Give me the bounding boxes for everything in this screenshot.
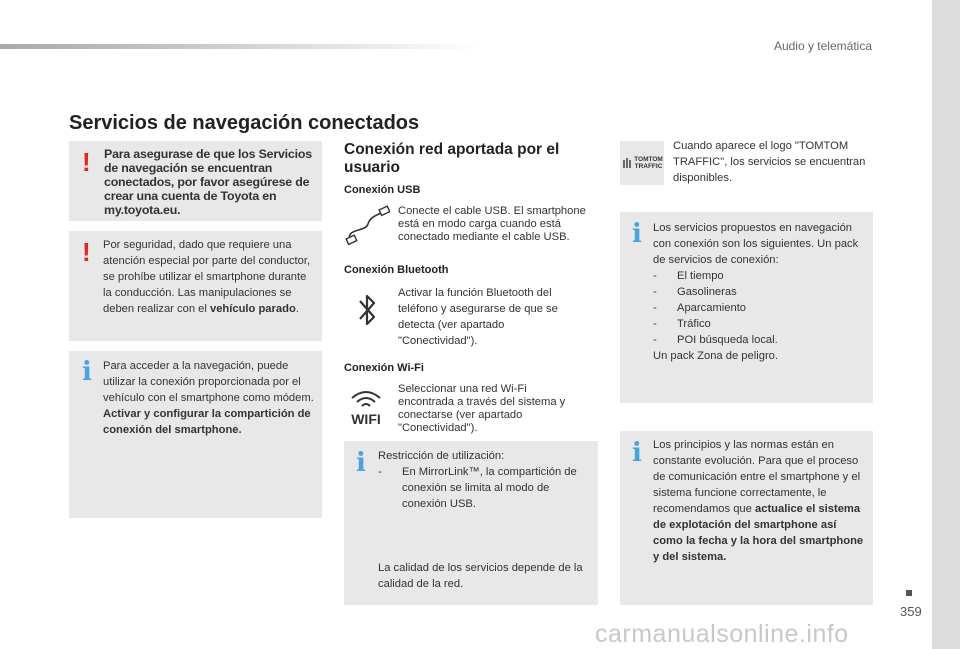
info-box-restriction xyxy=(344,441,598,605)
tomtom-logo xyxy=(620,141,664,185)
services-text xyxy=(653,220,865,364)
quality-text: La calidad de los servicios depende de la calidad de la red. xyxy=(378,562,583,590)
restriction-text xyxy=(378,448,590,512)
warning-safety-bold: vehículo parado xyxy=(209,303,296,315)
page-edge-strip xyxy=(932,0,960,649)
info-modem-text xyxy=(103,358,317,438)
info-icon: i xyxy=(356,448,366,478)
warning-icon: ! xyxy=(82,237,91,267)
bluetooth-heading: Conexión Bluetooth xyxy=(344,264,449,276)
tomtom-hand-icon xyxy=(622,156,632,170)
page-number: 359 xyxy=(900,604,922,619)
warning-safety-end: . xyxy=(295,303,299,315)
wifi-heading: Conexión Wi-Fi xyxy=(344,362,424,374)
services-item: - El tiempo xyxy=(653,268,865,284)
usb-text: Conecte el cable USB. El smartphone está en modo carga cuando está conectado mediante el cable USB. xyxy=(398,205,586,243)
restriction-list xyxy=(378,464,590,512)
principles-bold: actualice el sistema de explotación del smartphone así como la fecha y la hora del smartphone y del sistema. xyxy=(653,503,864,563)
warning-safety-text xyxy=(103,237,315,317)
services-item: - POI búsqueda local. xyxy=(653,332,865,348)
wifi-icon-label: WIFI xyxy=(351,411,381,427)
wifi-icon xyxy=(346,384,386,428)
usb-heading: Conexión USB xyxy=(344,184,421,196)
info-box-modem xyxy=(69,351,322,518)
info-icon: i xyxy=(82,357,92,387)
warning-box-safety xyxy=(69,231,322,341)
warning-account-text: Para asegurase de que los Servicios de navegación se encuentran conectados, por favor asegúrese de crear una cuenta de Toyota en my.toyota.eu. xyxy=(104,147,312,217)
principles-body: Los principios y las normas están en constante evolución. Para que el proceso de comunicación entre el smartphone y el sistema funcione correctamente, le recomendamos que xyxy=(653,439,861,515)
services-item: - Tráfico xyxy=(653,316,865,332)
restriction-intro: Restricción de utilización: xyxy=(378,450,505,462)
info-modem-bold: Activar y configurar la compartición de conexión del smartphone. xyxy=(103,408,311,436)
info-box-principles xyxy=(620,431,873,605)
section-header: Audio y telemática xyxy=(773,39,872,53)
header-gradient-bar xyxy=(0,44,480,49)
info-box-services xyxy=(620,212,873,403)
services-list xyxy=(653,268,865,348)
tomtom-logo-text: TOMTOM TRAFFIC xyxy=(634,156,663,170)
info-icon: i xyxy=(632,438,642,468)
info-modem-body: Para acceder a la navegación, puede utilizar la conexión proporcionada por el vehículo con el smartphone como módem. xyxy=(103,360,314,404)
tomtom-text: Cuando aparece el logo "TOMTOM TRAFFIC", los servicios se encuentran disponibles. xyxy=(673,140,866,184)
warning-box-account xyxy=(69,141,322,221)
services-outro: Un pack Zona de peligro. xyxy=(653,350,779,362)
wifi-text: Seleccionar una red Wi-Fi encontrada a través del sistema y conectarse (ver apartado "Conectividad"). xyxy=(398,383,566,434)
usb-cable-icon xyxy=(344,204,390,248)
services-intro: Los servicios propuestos en navegación con conexión son los siguientes. Un pack de servicios de conexión: xyxy=(653,222,859,266)
page-marker xyxy=(906,590,912,596)
principles-text xyxy=(653,437,867,565)
info-icon: i xyxy=(632,219,642,249)
page-title: Servicios de navegación conectados xyxy=(69,112,420,134)
services-item: - Gasolineras xyxy=(653,284,865,300)
bluetooth-text: Activar la función Bluetooth del teléfono y asegurarse de que se detecta (ver apartado "Conectividad"). xyxy=(398,287,558,347)
section-title-user-network: Conexión red aportada por el usuario xyxy=(344,141,560,176)
services-item: - Aparcamiento xyxy=(653,300,865,316)
warning-safety-body: Por seguridad, dado que requiere una atención especial por parte del conductor, se prohíbe utilizar el smartphone durante la conducción. Las manipulaciones se deben realizar con el xyxy=(103,239,311,315)
restriction-item: - En MirrorLink™, la compartición de conexión se limita al modo de conexión USB. xyxy=(378,464,590,512)
warning-icon: ! xyxy=(82,147,91,177)
watermark: carmanualsonline.info xyxy=(595,620,849,648)
bluetooth-icon xyxy=(352,290,382,330)
